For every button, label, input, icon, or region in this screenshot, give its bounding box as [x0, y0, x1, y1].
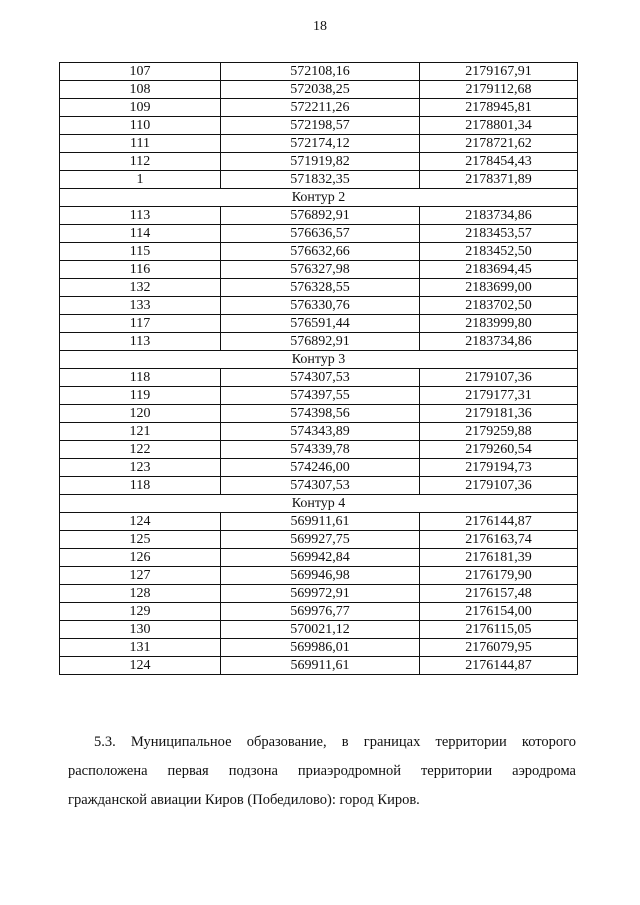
y-coordinate-cell: 2178721,62: [420, 135, 578, 153]
y-coordinate-cell: 2183999,80: [420, 315, 578, 333]
table-row: [60, 171, 578, 189]
point-number-cell: 113: [60, 333, 221, 351]
y-coordinate-cell: 2179260,54: [420, 441, 578, 459]
y-coordinate-cell: 2179112,68: [420, 81, 578, 99]
x-coordinate-cell: 576330,76: [221, 297, 420, 315]
x-coordinate-cell: 572108,16: [221, 63, 420, 81]
y-coordinate-cell: 2178801,34: [420, 117, 578, 135]
point-number-cell: 124: [60, 513, 221, 531]
point-number-cell: 126: [60, 549, 221, 567]
point-number-cell: 117: [60, 315, 221, 333]
point-number-cell: 132: [60, 279, 221, 297]
point-number-cell: 113: [60, 207, 221, 225]
x-coordinate-cell: 574307,53: [221, 369, 420, 387]
point-number-cell: 107: [60, 63, 221, 81]
y-coordinate-cell: 2179259,88: [420, 423, 578, 441]
table-row: [60, 585, 578, 603]
x-coordinate-cell: 576591,44: [221, 315, 420, 333]
point-number-cell: 125: [60, 531, 221, 549]
table-row: [60, 549, 578, 567]
table-row: [60, 297, 578, 315]
point-number-cell: 123: [60, 459, 221, 477]
table-row: [60, 225, 578, 243]
table-row: [60, 531, 578, 549]
table-row: [60, 243, 578, 261]
y-coordinate-cell: 2179177,31: [420, 387, 578, 405]
table-row: [60, 261, 578, 279]
y-coordinate-cell: 2178371,89: [420, 171, 578, 189]
table-row: [60, 153, 578, 171]
point-number-cell: 133: [60, 297, 221, 315]
contour-title: Контур 3: [60, 351, 578, 369]
y-coordinate-cell: 2178454,43: [420, 153, 578, 171]
paragraph-text: 5.3. Муниципальное образование, в границах территории которого расположена первая подзона приаэродромной территории аэродрома гражданской авиации Киров (Победилово): город Киров.: [68, 734, 576, 808]
x-coordinate-cell: 569911,61: [221, 513, 420, 531]
y-coordinate-cell: 2179107,36: [420, 369, 578, 387]
table-row: [60, 81, 578, 99]
table-row: [60, 405, 578, 423]
x-coordinate-cell: 576328,55: [221, 279, 420, 297]
x-coordinate-cell: 569911,61: [221, 657, 420, 675]
point-number-cell: 118: [60, 477, 221, 495]
x-coordinate-cell: 569946,98: [221, 567, 420, 585]
table-row: [60, 639, 578, 657]
y-coordinate-cell: 2179194,73: [420, 459, 578, 477]
y-coordinate-cell: 2183453,57: [420, 225, 578, 243]
x-coordinate-cell: 570021,12: [221, 621, 420, 639]
y-coordinate-cell: 2176144,87: [420, 513, 578, 531]
y-coordinate-cell: 2176157,48: [420, 585, 578, 603]
point-number-cell: 116: [60, 261, 221, 279]
y-coordinate-cell: 2176179,90: [420, 567, 578, 585]
x-coordinate-cell: 574397,55: [221, 387, 420, 405]
table-row: [60, 603, 578, 621]
y-coordinate-cell: 2183452,50: [420, 243, 578, 261]
y-coordinate-cell: 2183694,45: [420, 261, 578, 279]
y-coordinate-cell: 2176154,00: [420, 603, 578, 621]
x-coordinate-cell: 574398,56: [221, 405, 420, 423]
point-number-cell: 118: [60, 369, 221, 387]
point-number-cell: 111: [60, 135, 221, 153]
point-number-cell: 130: [60, 621, 221, 639]
y-coordinate-cell: 2176079,95: [420, 639, 578, 657]
contour-header-row: [60, 351, 578, 369]
table-row: [60, 441, 578, 459]
page-number: 18: [313, 19, 327, 34]
point-number-cell: 128: [60, 585, 221, 603]
point-number-cell: 108: [60, 81, 221, 99]
point-number-cell: 124: [60, 657, 221, 675]
x-coordinate-cell: 572038,25: [221, 81, 420, 99]
coordinates-table: [59, 62, 578, 675]
y-coordinate-cell: 2176163,74: [420, 531, 578, 549]
table-row: [60, 315, 578, 333]
y-coordinate-cell: 2179167,91: [420, 63, 578, 81]
table-row: [60, 657, 578, 675]
point-number-cell: 120: [60, 405, 221, 423]
point-number-cell: 127: [60, 567, 221, 585]
point-number-cell: 115: [60, 243, 221, 261]
point-number-cell: 122: [60, 441, 221, 459]
x-coordinate-cell: 572198,57: [221, 117, 420, 135]
y-coordinate-cell: 2179181,36: [420, 405, 578, 423]
coordinates-table-body: [60, 63, 578, 675]
x-coordinate-cell: 576632,66: [221, 243, 420, 261]
x-coordinate-cell: 569927,75: [221, 531, 420, 549]
point-number-cell: 131: [60, 639, 221, 657]
point-number-cell: 109: [60, 99, 221, 117]
contour-header-row: [60, 495, 578, 513]
y-coordinate-cell: 2179107,36: [420, 477, 578, 495]
table-row: [60, 621, 578, 639]
table-row: [60, 99, 578, 117]
x-coordinate-cell: 571919,82: [221, 153, 420, 171]
table-row: [60, 369, 578, 387]
table-row: [60, 423, 578, 441]
point-number-cell: 110: [60, 117, 221, 135]
section-5-3-paragraph: [68, 728, 576, 815]
table-row: [60, 207, 578, 225]
x-coordinate-cell: 576892,91: [221, 207, 420, 225]
y-coordinate-cell: 2176115,05: [420, 621, 578, 639]
table-row: [60, 135, 578, 153]
point-number-cell: 129: [60, 603, 221, 621]
x-coordinate-cell: 574339,78: [221, 441, 420, 459]
contour-header-row: [60, 189, 578, 207]
table-row: [60, 333, 578, 351]
y-coordinate-cell: 2183699,00: [420, 279, 578, 297]
x-coordinate-cell: 574246,00: [221, 459, 420, 477]
x-coordinate-cell: 569942,84: [221, 549, 420, 567]
x-coordinate-cell: 569986,01: [221, 639, 420, 657]
table-row: [60, 117, 578, 135]
table-row: [60, 387, 578, 405]
x-coordinate-cell: 569976,77: [221, 603, 420, 621]
x-coordinate-cell: 576327,98: [221, 261, 420, 279]
x-coordinate-cell: 574343,89: [221, 423, 420, 441]
x-coordinate-cell: 574307,53: [221, 477, 420, 495]
x-coordinate-cell: 576636,57: [221, 225, 420, 243]
table-row: [60, 459, 578, 477]
table-row: [60, 567, 578, 585]
contour-title: Контур 4: [60, 495, 578, 513]
point-number-cell: 121: [60, 423, 221, 441]
x-coordinate-cell: 576892,91: [221, 333, 420, 351]
table-row: [60, 477, 578, 495]
y-coordinate-cell: 2176144,87: [420, 657, 578, 675]
point-number-cell: 112: [60, 153, 221, 171]
x-coordinate-cell: 571832,35: [221, 171, 420, 189]
point-number-cell: 1: [60, 171, 221, 189]
y-coordinate-cell: 2178945,81: [420, 99, 578, 117]
x-coordinate-cell: 569972,91: [221, 585, 420, 603]
table-row: [60, 63, 578, 81]
y-coordinate-cell: 2176181,39: [420, 549, 578, 567]
table-row: [60, 279, 578, 297]
x-coordinate-cell: 572174,12: [221, 135, 420, 153]
y-coordinate-cell: 2183702,50: [420, 297, 578, 315]
table-row: [60, 513, 578, 531]
y-coordinate-cell: 2183734,86: [420, 333, 578, 351]
contour-title: Контур 2: [60, 189, 578, 207]
point-number-cell: 114: [60, 225, 221, 243]
point-number-cell: 119: [60, 387, 221, 405]
y-coordinate-cell: 2183734,86: [420, 207, 578, 225]
x-coordinate-cell: 572211,26: [221, 99, 420, 117]
